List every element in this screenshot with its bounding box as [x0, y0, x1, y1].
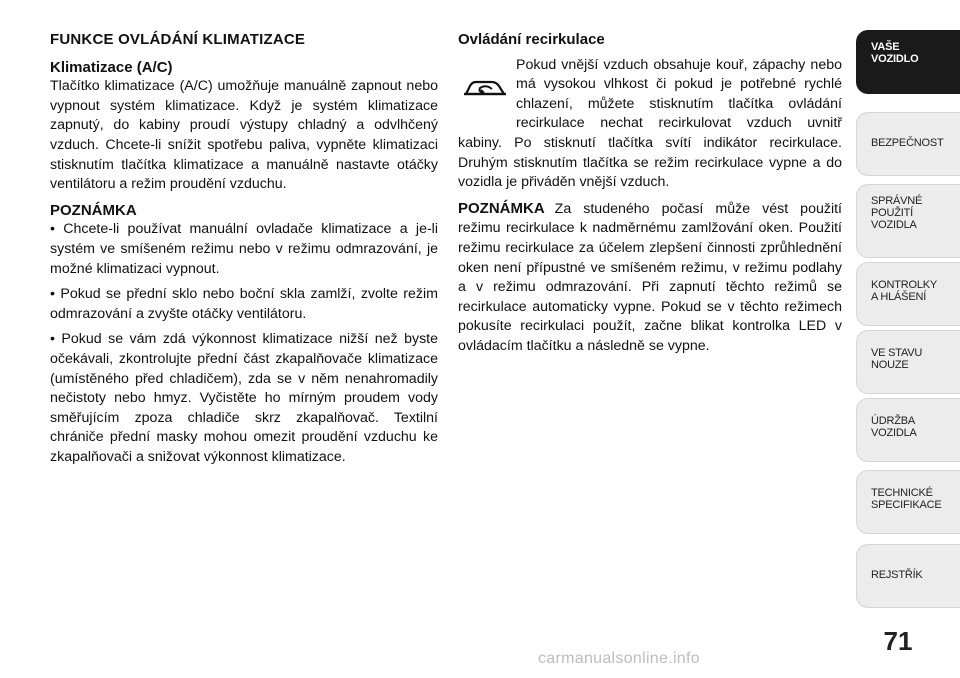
tab-ve-stavu-nouze[interactable]: VE STAVU NOUZE — [856, 330, 960, 394]
recirc-paragraph: Pokud vnější vzduch obsahuje kouř, zápachy nebo má vysokou vlhkost či pokud je potřebné rychlé chlazení, můžete stisknutím tlačítka ovládání recirkulace nechat recirkulovat vzduch uvnitř kabiny. Po stisknutí tlačítka svítí indikátor recirkulace. Druhým stisknutím tlačítka se režim recirkulace vypne a do vozidla je přiváděn vnější vzduch. — [458, 56, 842, 191]
recirc-block — [458, 56, 842, 199]
tab-spravne-pouziti[interactable]: SPRÁVNÉ POUŽITÍ VOZIDLA — [856, 184, 960, 258]
watermark: carmanualsonline.info — [538, 650, 700, 667]
ac-paragraph: Tlačítko klimatizace (A/C) umožňuje manuálně zapnout nebo vypnout systém klimatizace. Když je systém klimatizace zapnutý, do kabiny proudí výstupy chladný a odvlhčený vzduch. Chcete-li snížit spotřebu paliva, vypněte klimatizaci stisknutím tlačítka klimatizace a manuálně nastavte otáčky ventilátoru a režim proudění vzduchu. — [50, 78, 438, 193]
note-heading-left: POZNÁMKA — [50, 201, 137, 219]
section-title: FUNKCE OVLÁDÁNÍ KLIMATIZACE — [50, 31, 306, 48]
ac-subtitle: Klimatizace (A/C) — [50, 58, 173, 76]
recirc-note — [458, 199, 842, 357]
right-column — [458, 30, 842, 363]
note-heading-right: POZNÁMKA — [458, 199, 545, 217]
tab-technicke-specifikace[interactable]: TECHNICKÉ SPECIFIKACE — [856, 470, 960, 534]
note-bullet-1: • Chcete-li používat manuální ovladače klimatizace a je-li systém ve smíšeném režimu nebo v režimu odmrazování, je možné klimatizaci vypnout. — [50, 221, 438, 277]
recirc-note-text: Za studeného počasí může vést použití režimu recirkulace k nadměrnému zamlžování oken. Použití režimu recirkulace za účelem zlepšení činnosti zprůhlednění oken není přípustné ve smíšeném režimu, v režimu podlahy a v režimu odmrazování. Při zapnutí těchto režimů se recirkulace automaticky vypne. Pokud se v těchto režimech pokusíte recirkulaci použít, začne blikat kontrolka LED v ovládacím tlačítku a následně se vypne. — [458, 200, 842, 354]
page-number: 71 — [883, 626, 913, 656]
note-bullet-3: • Pokud se vám zdá výkonnost klimatizace nižší než byste očekávali, zkontrolujte přední část zkapalňovače klimatizace (umístěného před chladičem), zda se v něm nenahromadily nečistoty nebo hmyz. Vyčistěte ho mírným proudem vody směřujícím zpoza chladiče skrz zkapalňovač. Textilní chrániče přední masky mohou omezit proudění vzduchu ke zkapalňovači a snižovat výkonnost klimatizace. — [50, 331, 438, 465]
recirculation-car-icon — [458, 56, 512, 134]
tab-bezpecnost[interactable]: BEZPEČNOST — [856, 112, 960, 176]
chapter-sidebar — [856, 0, 960, 678]
note-bullet-2: • Pokud se přední sklo nebo boční skla zamlží, zvolte režim odmrazování a zvyšte otáčky ventilátoru. — [50, 286, 438, 322]
tab-kontrolky[interactable]: KONTROLKY A HLÁŠENÍ — [856, 262, 960, 326]
left-column — [50, 30, 438, 473]
tab-rejstrik[interactable]: REJSTŘÍK — [856, 544, 960, 608]
recirc-subtitle: Ovládání recirkulace — [458, 31, 605, 48]
tab-udrzba[interactable]: ÚDRŽBA VOZIDLA — [856, 398, 960, 462]
tab-vase-vozidlo[interactable]: VAŠE VOZIDLO — [856, 30, 960, 94]
